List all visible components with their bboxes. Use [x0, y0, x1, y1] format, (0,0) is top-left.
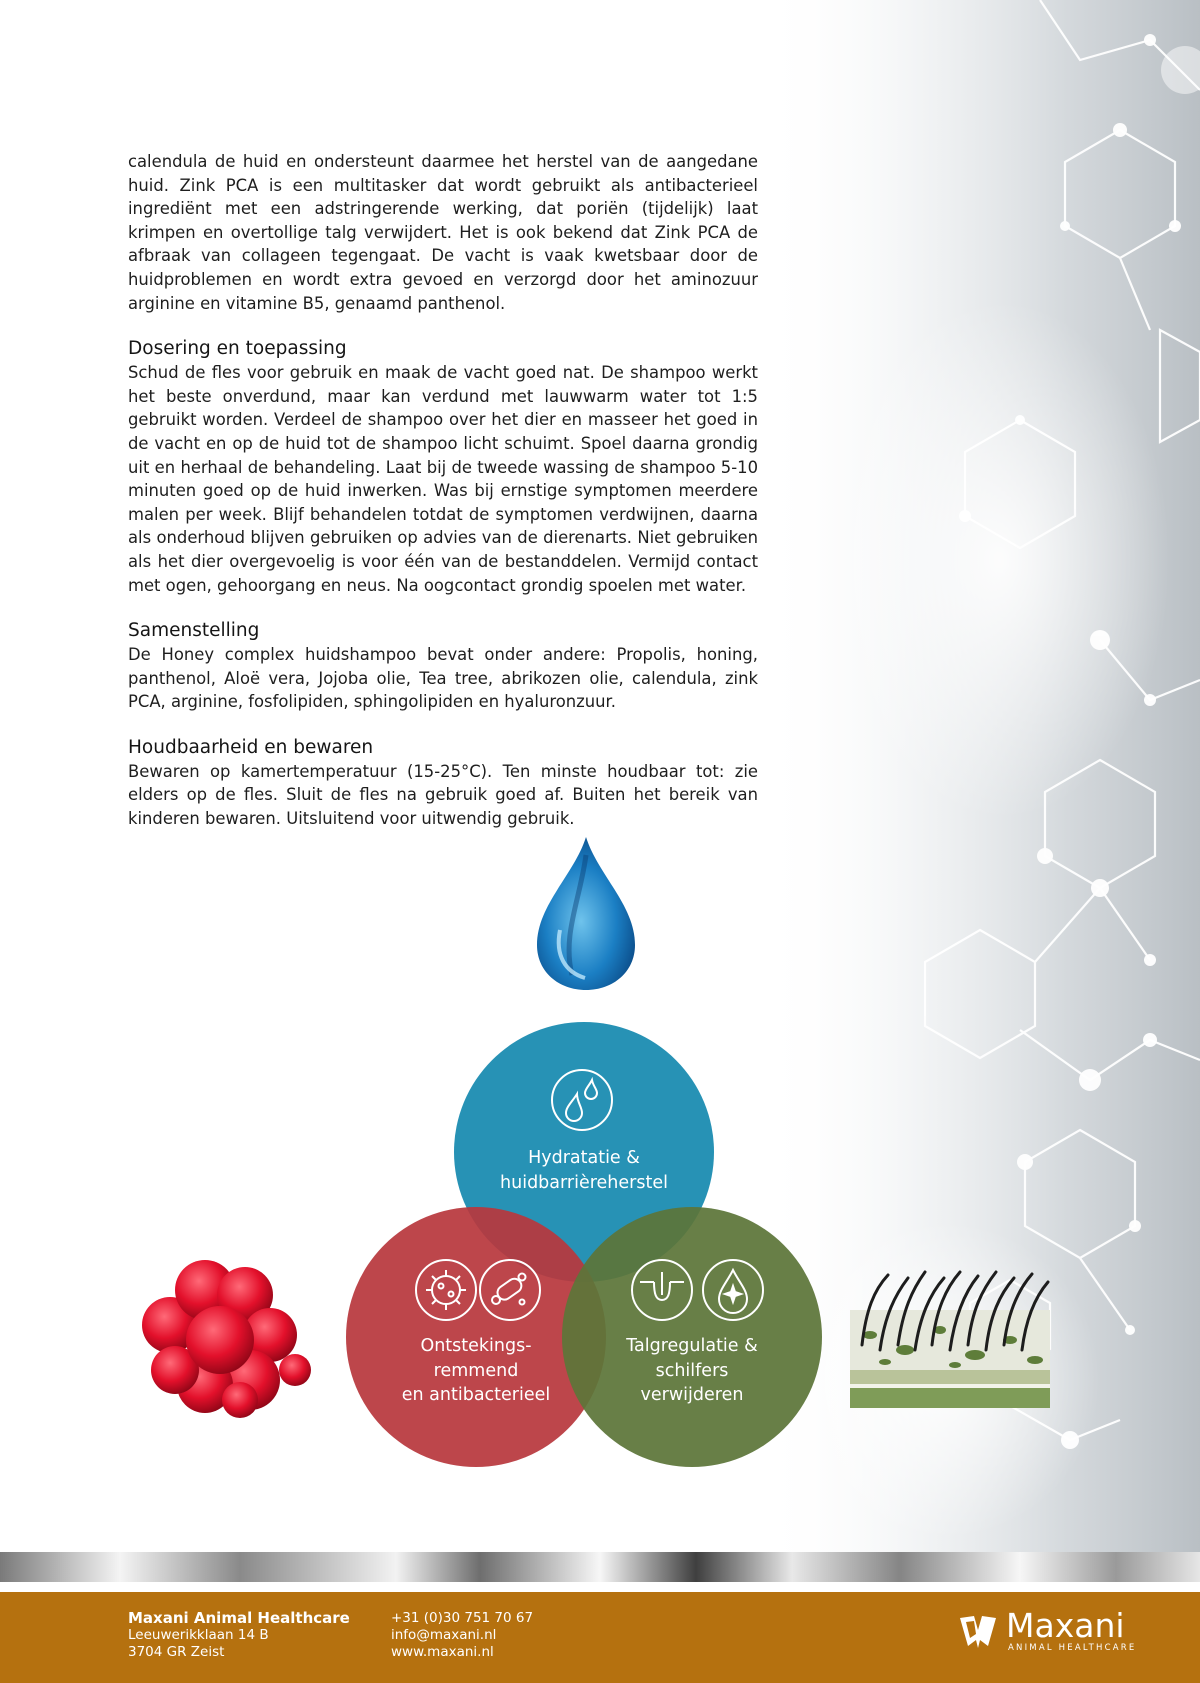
skin-hair-image — [850, 1272, 1050, 1408]
footer-contact — [391, 1610, 533, 1661]
inflammation-label: Ontstekings- remmend en antibacterieel — [401, 1336, 551, 1405]
logo-subtitle: ANIMAL HEALTHCARE — [1008, 1643, 1137, 1653]
phone: +31 (0)30 751 70 67 — [391, 1610, 534, 1626]
footer — [0, 1592, 1200, 1683]
section-heading-dosering: Dosering en toepassing — [128, 338, 347, 360]
section-heading-samenstelling: Samenstelling — [128, 620, 260, 642]
city: 3704 GR Zeist — [128, 1644, 225, 1660]
maxani-logo — [958, 1606, 1138, 1658]
website-link[interactable]: www.maxani.nl — [391, 1644, 494, 1660]
red-cells-image — [142, 1260, 311, 1418]
section-text-houdbaarheid: Bewaren op kamertemperatuur (15-25°C). Ten minste houdbaar tot: zie elders op de fles. Sluit de fles na gebruik goed af. Buiten het bereik van kinderen bewaren. Uitsluitend voor uitwendig gebruik. — [128, 761, 758, 829]
maxani-mark-icon — [958, 1612, 998, 1652]
water-drop-image — [537, 837, 635, 990]
intro-paragraph: calendula de huid en ondersteunt daarmee het herstel van de aangedane huid. Zink PCA is een multitasker dat wordt gebruikt als antibacterieel ingrediënt met een adstringerende werking, dat poriën (tijdelijk) laat krimpen en overtollige talg verwijdert. Het is ook bekend dat Zink PCA de afbraak van collageen tegengaat. De vacht is vaak kwetsbaar door de huidproblemen en wordt extra gevoed en verzorgd door het aminozuur arginine en vitamine B5, genaamd panthenol. — [128, 152, 758, 313]
logo-name: Maxani — [1006, 1606, 1125, 1645]
hydration-label: Hydratatie & huidbarrièreherstel — [500, 1148, 668, 1193]
footer-address — [128, 1610, 350, 1661]
company-name: Maxani Animal Healthcare — [128, 1609, 350, 1627]
sebum-label: Talgregulatie & schilfers verwijderen — [626, 1336, 758, 1405]
section-text-samenstelling: De Honey complex huidshampoo bevat onder andere: Propolis, honing, panthenol, Aloë vera, Jojoba olie, Tea tree, abrikozen olie, calendula, zink PCA, arginine, fosfolipiden, sphingolipiden en hyaluronzuur. — [128, 645, 758, 712]
section-heading-houdbaarheid: Houdbaarheid en bewaren — [128, 736, 374, 758]
metallic-stripe — [0, 1552, 1200, 1582]
street: Leeuwerikklaan 14 B — [128, 1627, 269, 1643]
section-text-dosering: Schud de fles voor gebruik en maak de vacht goed nat. De shampoo werkt het beste onverdund, maar kan verdund met lauwwarm water tot 1:5 gebruikt worden. Verdeel de shampoo over het dier en masseer het goed in de vacht en op de huid tot de shampoo licht schuimt. Spoel daarna grondig uit en herhaal de behandeling. Laat bij de tweede wassing de shampoo 5-10 minuten goed op de huid inwerken. Was bij ernstige symptomen meerdere malen per week. Blijf behandelen totdat de symptomen verdwijnen, daarna als onderhoud blijven gebruiken op advies van de dierenarts. Niet gebruiken als het dier overgevoelig is voor één van de bestanddelen. Vermijd contact met ogen, gehoorgang en neus. Na oogcontact grondig spoelen met water. — [128, 363, 758, 595]
email-link[interactable]: info@maxani.nl — [391, 1627, 497, 1643]
